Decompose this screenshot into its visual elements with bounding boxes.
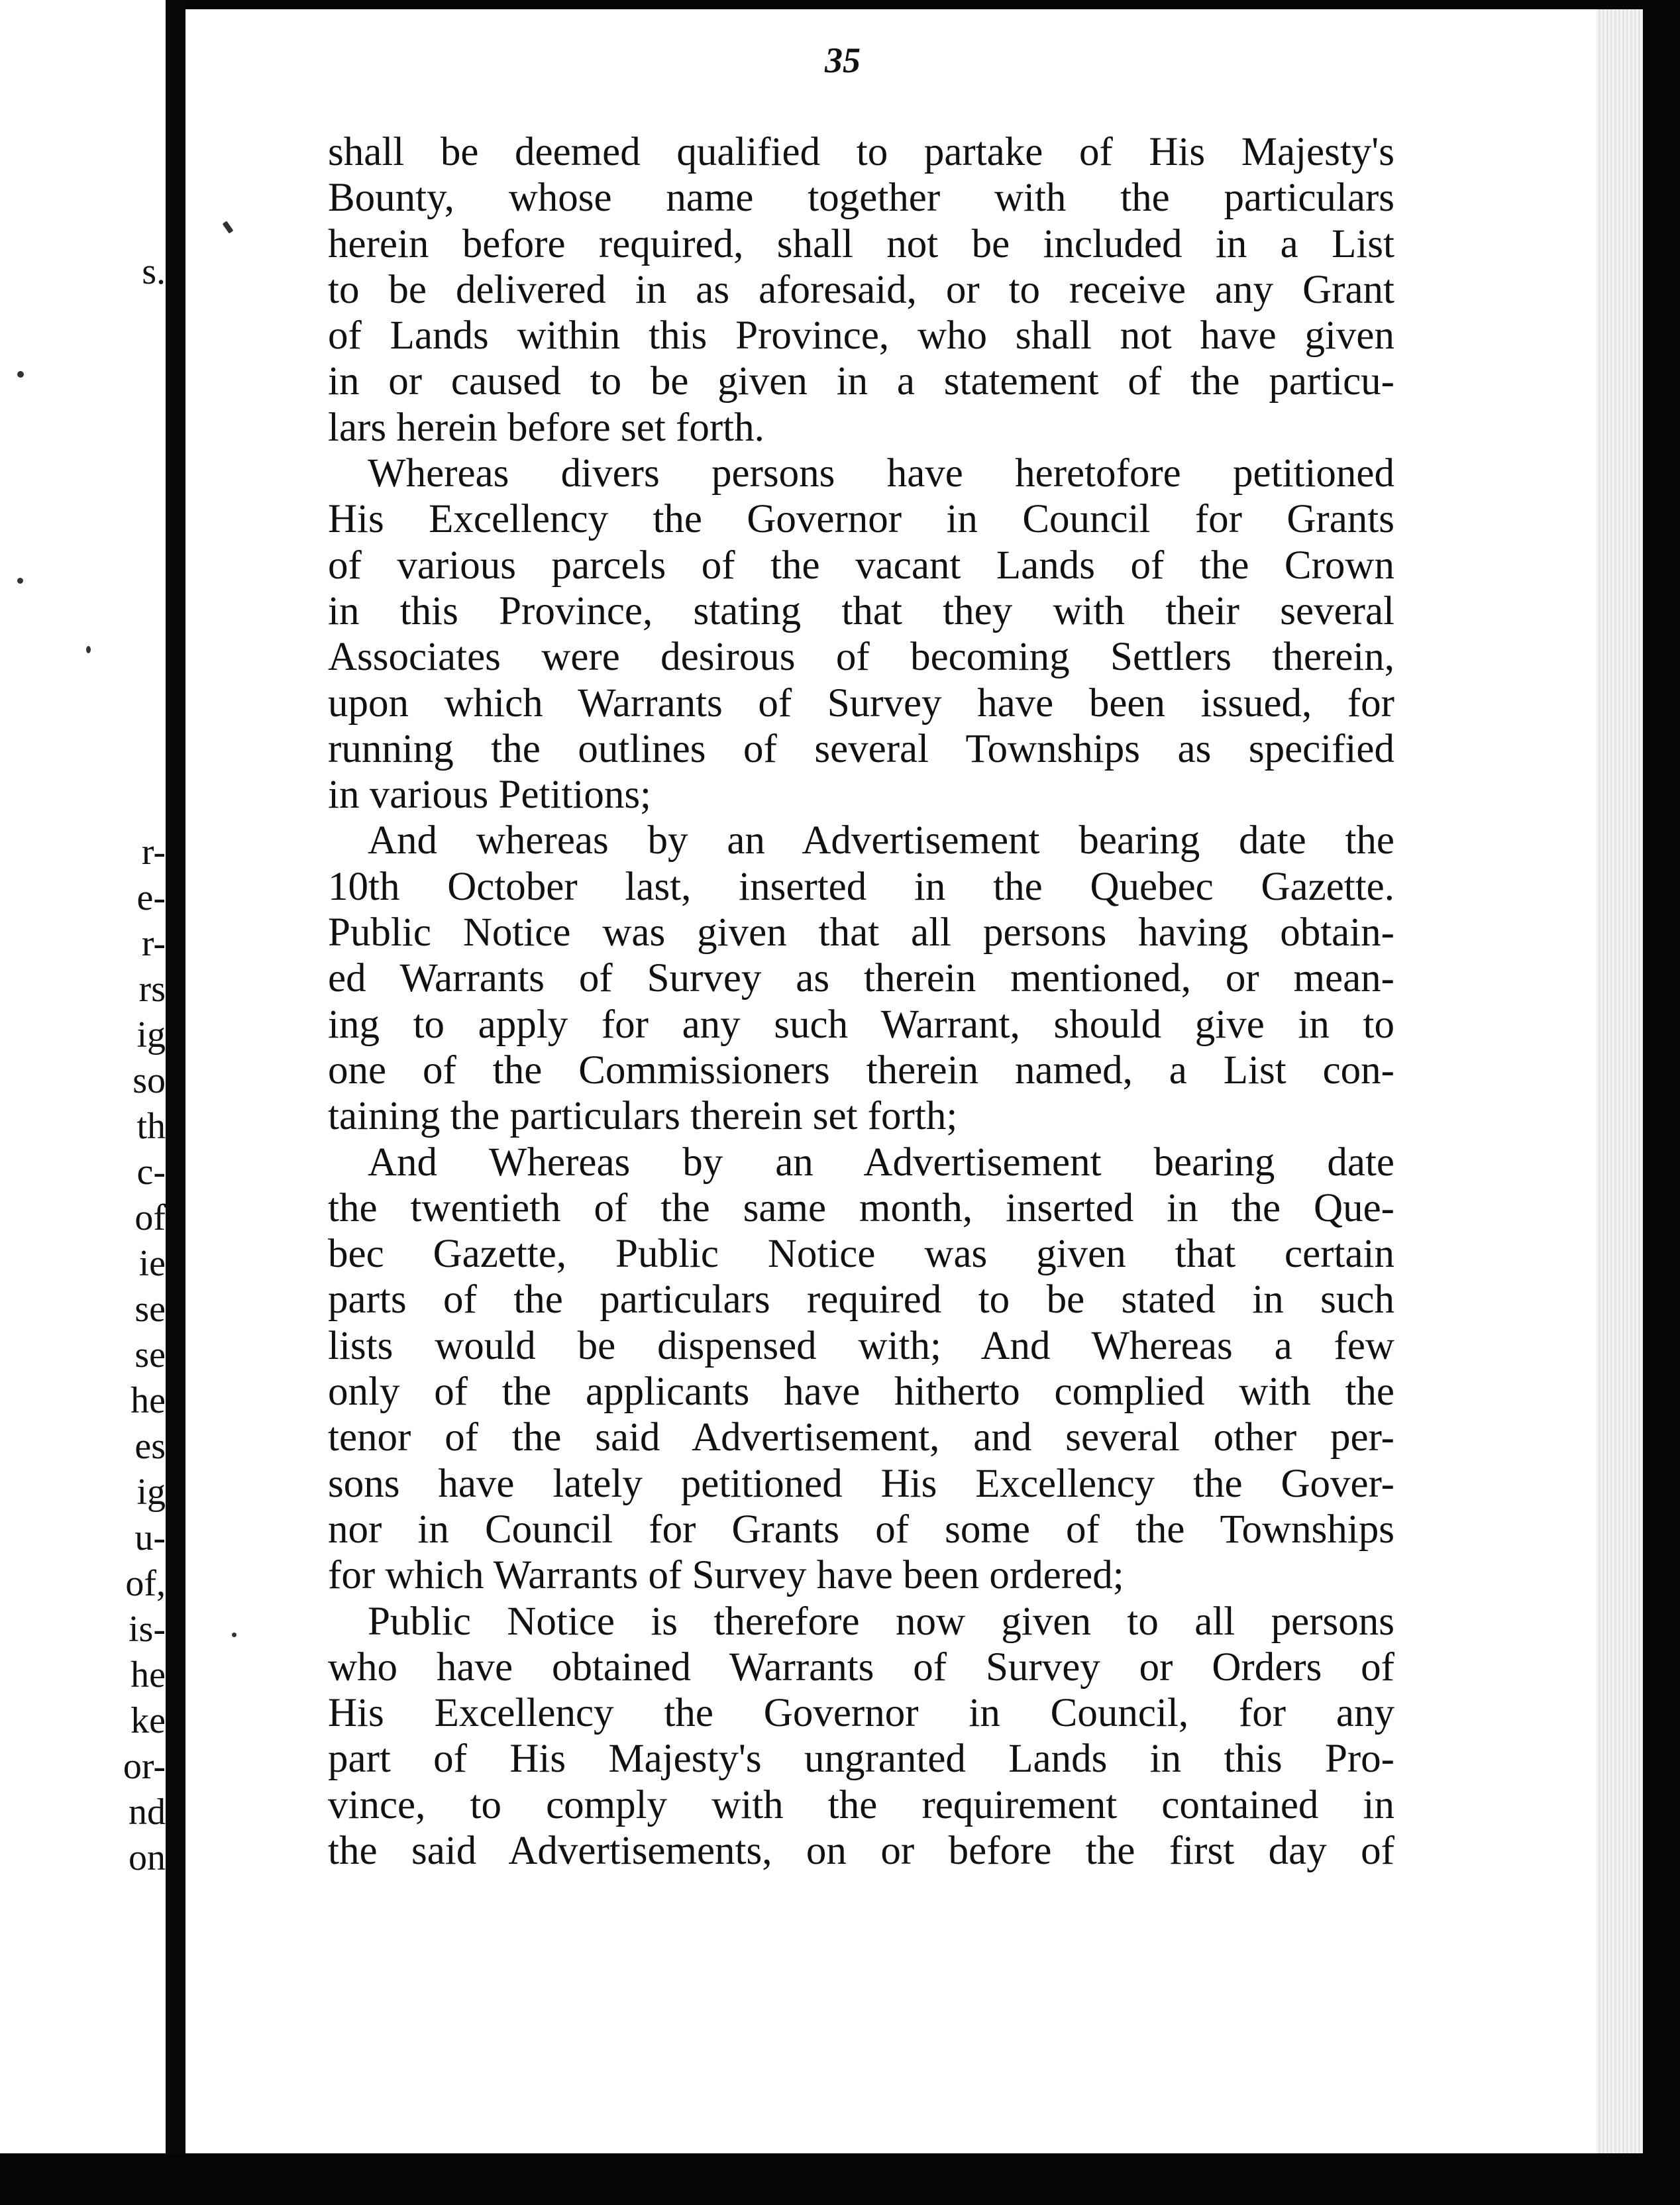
- text-line: bec Gazette, Public Notice was given that certain: [328, 1232, 1394, 1277]
- facing-page-fragment: of,: [125, 1563, 166, 1604]
- text-line: parts of the particulars required to be stated in such: [328, 1277, 1394, 1322]
- facing-page-fragment: se: [134, 1334, 166, 1375]
- text-line: upon which Warrants of Survey have been issued, for: [328, 680, 1394, 726]
- facing-page-fragment: u-: [134, 1517, 166, 1558]
- text-line: Whereas divers persons have heretofore petitioned: [368, 451, 1394, 496]
- facing-page-fragment: or-: [123, 1746, 166, 1787]
- text-line: And whereas by an Advertisement bearing date the: [368, 818, 1394, 863]
- facing-page-fragments: [0, 0, 166, 2153]
- text-line: vince, to comply with the requirement contained in: [328, 1782, 1394, 1827]
- facing-page-fragment: he: [131, 1654, 166, 1695]
- facing-page-fragment: is-: [129, 1609, 166, 1650]
- facing-page-fragment: r-: [141, 832, 166, 873]
- facing-page-fragment: ie: [138, 1243, 166, 1284]
- text-line: only of the applicants have hitherto complied with the: [328, 1370, 1394, 1415]
- facing-page-fragment: on: [129, 1837, 166, 1878]
- text-line: in various Petitions;: [328, 773, 651, 818]
- text-line: part of His Majesty's ungranted Lands in this Pro-: [328, 1737, 1394, 1782]
- book-gutter: [166, 0, 185, 2153]
- ink-speck: [17, 578, 23, 584]
- text-line: of various parcels of the vacant Lands of the Crown: [328, 543, 1394, 588]
- text-line: for which Warrants of Survey have been ordered;: [328, 1553, 1124, 1598]
- text-line: the twentieth of the same month, inserted in the Que-: [328, 1185, 1394, 1230]
- facing-page-fragment: so: [132, 1060, 166, 1101]
- text-line: His Excellency the Governor in Council for Grants: [328, 497, 1394, 542]
- text-line: running the outlines of several Townships as specified: [328, 726, 1394, 771]
- text-line: And Whereas by an Advertisement bearing date: [368, 1140, 1394, 1185]
- text-line: His Excellency the Governor in Council, for any: [328, 1691, 1394, 1736]
- text-line: Bounty, whose name together with the particulars: [328, 176, 1394, 221]
- text-line: who have obtained Warrants of Survey or Orders of: [328, 1644, 1394, 1690]
- facing-page-fragment: ig: [136, 1472, 166, 1513]
- facing-page-fragment: of: [134, 1197, 166, 1238]
- facing-page-fragment: nd: [129, 1792, 166, 1833]
- facing-page-fragment: ig: [136, 1014, 166, 1055]
- facing-page-fragment: e-: [136, 877, 166, 918]
- facing-page-fragment: r-: [141, 923, 166, 964]
- facing-page-fragment: rs: [138, 969, 166, 1010]
- text-line: nor in Council for Grants of some of the Townships: [328, 1507, 1394, 1552]
- facing-page-fragment: he: [131, 1380, 166, 1421]
- text-line: one of the Commissioners therein named, a List con-: [328, 1048, 1394, 1093]
- text-line: sons have lately petitioned His Excellency the Gover-: [328, 1461, 1394, 1506]
- ink-speck: [232, 1633, 236, 1637]
- text-line: to be delivered in as aforesaid, or to receive any Grant: [328, 267, 1394, 312]
- page-body-text: [328, 129, 1394, 1874]
- page-fore-edge: [1597, 9, 1643, 2153]
- text-line: 10th October last, inserted in the Quebec Gazette.: [328, 864, 1394, 909]
- text-line: tenor of the said Advertisement, and several other per-: [328, 1415, 1394, 1460]
- ink-speck: [86, 646, 91, 653]
- text-line: herein before required, shall not be included in a List: [328, 221, 1394, 266]
- text-line: ing to apply for any such Warrant, should give in to: [328, 1002, 1394, 1047]
- ink-speck: [17, 371, 24, 378]
- facing-page-fragment: se: [134, 1289, 166, 1330]
- text-line: in or caused to be given in a statement of the particu-: [328, 359, 1394, 404]
- text-line: Associates were desirous of becoming Settlers therein,: [328, 635, 1394, 680]
- text-line: lars herein before set forth.: [328, 405, 764, 450]
- text-line: Public Notice is therefore now given to all persons: [368, 1599, 1394, 1644]
- text-line: ed Warrants of Survey as therein mentioned, or mean-: [328, 956, 1394, 1001]
- facing-page: [0, 0, 166, 2153]
- facing-page-fragment: ke: [131, 1700, 166, 1741]
- facing-page-fragment: s.: [142, 251, 166, 292]
- text-line: of Lands within this Province, who shall not have given: [328, 313, 1394, 358]
- text-line: the said Advertisements, on or before the first day of: [328, 1828, 1394, 1873]
- page-number: 35: [825, 40, 861, 80]
- text-line: Public Notice was given that all persons having obtain-: [328, 910, 1394, 955]
- text-line: lists would be dispensed with; And Whereas a few: [328, 1323, 1394, 1368]
- text-line: shall be deemed qualified to partake of His Majesty's: [328, 130, 1394, 174]
- facing-page-fragment: c-: [136, 1152, 166, 1193]
- scan-border: [0, 2153, 1680, 2205]
- text-line: taining the particulars therein set forth;: [328, 1094, 958, 1139]
- facing-page-fragment: th: [136, 1106, 166, 1147]
- ink-speck: [223, 221, 234, 233]
- facing-page-fragment: es: [134, 1426, 166, 1467]
- text-line: in this Province, stating that they with their several: [328, 588, 1394, 633]
